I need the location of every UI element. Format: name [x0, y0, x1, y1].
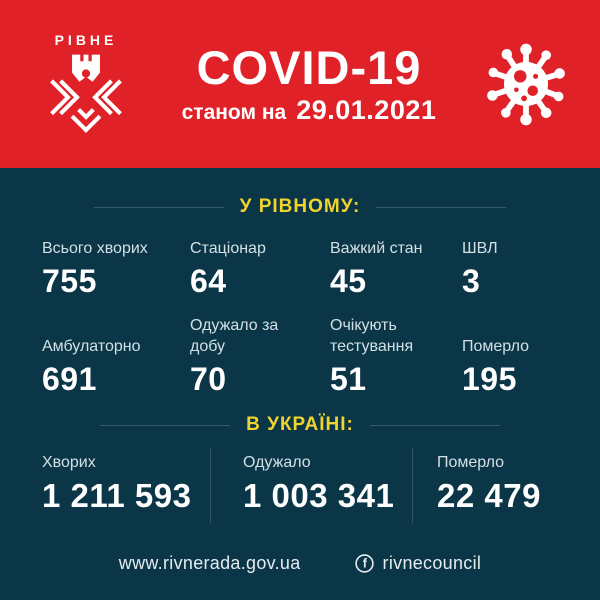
facebook-link[interactable]	[355, 553, 482, 574]
stat-label: Стаціонар	[190, 240, 266, 258]
section-title-rivne-label: У РІВНОМУ:	[239, 196, 361, 217]
section-title-ukraine-label: В УКРАЇНІ:	[246, 414, 354, 435]
header-title-block	[140, 41, 478, 126]
stat-label: Одужало	[243, 454, 311, 472]
stat-outpatient	[42, 316, 190, 398]
report-date: 29.01.2021	[296, 95, 437, 125]
stat-label: Амбулаторно	[42, 338, 141, 356]
ua-stat-sick	[0, 448, 210, 523]
stat-label: Хворих	[42, 454, 96, 472]
stat-value: 22 479	[437, 477, 541, 514]
stat-label: Померло	[437, 454, 505, 472]
stat-value: 64	[190, 263, 227, 299]
stat-label: Померло	[462, 338, 530, 356]
divider-line	[376, 207, 506, 208]
subtitle-prefix: станом на	[181, 101, 287, 124]
stat-value: 70	[190, 361, 227, 397]
stats-body	[0, 196, 600, 574]
stat-value: 3	[462, 263, 481, 299]
facebook-icon	[355, 554, 374, 573]
divider-line	[94, 207, 224, 208]
stat-label: Всього хворих	[42, 240, 148, 258]
stat-value: 51	[330, 361, 367, 397]
section-title-rivne	[0, 196, 600, 218]
stat-value: 755	[42, 263, 97, 299]
stat-severe-condition	[330, 238, 462, 300]
stat-total-sick	[42, 238, 190, 300]
stat-label: Важкий стан	[330, 240, 423, 258]
page-title: COVID-19	[196, 41, 422, 94]
header	[0, 0, 600, 168]
logo-city-name: РІВНЕ	[54, 32, 118, 48]
website-link[interactable]: www.rivnerada.gov.ua	[118, 553, 301, 573]
stat-recovered-24h	[190, 316, 330, 398]
virus-icon	[478, 36, 574, 132]
stat-ventilator	[462, 238, 584, 300]
rivne-emblem-icon	[45, 50, 127, 138]
stat-deaths	[462, 316, 584, 398]
stat-value: 45	[330, 263, 367, 299]
rivne-stats-row-2	[0, 316, 600, 398]
ua-stat-recovered	[210, 448, 412, 523]
rivne-stats-row-1	[0, 238, 600, 300]
section-title-ukraine	[0, 414, 600, 436]
stat-value: 691	[42, 361, 97, 397]
facebook-handle: rivnecouncil	[382, 553, 482, 573]
stat-awaiting-tests	[330, 316, 462, 398]
divider-line	[370, 425, 500, 426]
subtitle	[140, 95, 478, 126]
stat-label: Одужало за добу	[190, 317, 279, 356]
rivne-logo	[32, 32, 140, 138]
svg-text:f: f	[362, 556, 367, 571]
ukraine-stats-row	[0, 448, 600, 523]
footer	[0, 553, 600, 574]
stat-label: ШВЛ	[462, 240, 498, 258]
ua-stat-deaths	[412, 448, 600, 523]
stat-label: Очікують тестування	[330, 317, 414, 356]
stat-value: 1 003 341	[243, 477, 395, 514]
stat-value: 195	[462, 361, 517, 397]
stat-hospitalized	[190, 238, 330, 300]
divider-line	[100, 425, 230, 426]
stat-value: 1 211 593	[42, 477, 192, 514]
